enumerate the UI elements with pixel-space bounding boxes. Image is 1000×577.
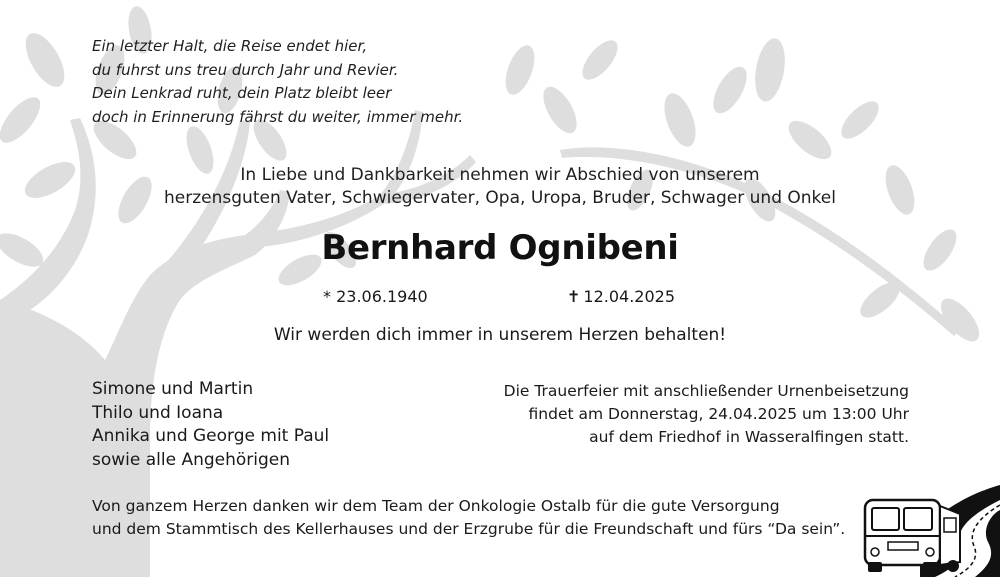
family-member: Annika und George mit Paul	[92, 426, 330, 446]
intro-line-1: In Liebe und Dankbarkeit nehmen wir Abschied von unserem	[240, 165, 760, 185]
poem-line: Dein Lenkrad ruht, dein Platz bleibt leer	[92, 84, 392, 102]
poem-line: doch in Erinnerung fährst du weiter, immer mehr.	[92, 107, 464, 126]
thanks-line: Von ganzem Herzen danken wir dem Team der Onkologie Ostalb für die gute Versorgung	[92, 497, 780, 515]
deceased-name: Bernhard Ognibeni	[321, 228, 679, 268]
service-line: auf dem Friedhof in Wasseralfingen statt.	[589, 428, 909, 446]
birth-date: * 23.06.1940	[323, 287, 428, 306]
family-list	[92, 378, 329, 472]
cross-icon: ✝	[567, 287, 581, 306]
service-line: Die Trauerfeier mit anschließender Urnenbeisetzung	[503, 382, 909, 400]
bus-on-road-icon	[850, 470, 1000, 577]
thanks-text	[92, 495, 847, 541]
death-date: 12.04.2025	[583, 287, 676, 306]
thanks-line: und dem Stammtisch des Kellerhauses und der Erzgrube für die Freundschaft und fürs “Da sein”.	[92, 520, 846, 538]
motto: Wir werden dich immer in unserem Herzen behalten!	[273, 325, 727, 345]
death-date-group	[567, 287, 675, 306]
poem	[92, 35, 463, 129]
family-member: Thilo und Ioana	[92, 402, 224, 423]
family-member: Simone und Martin	[92, 379, 254, 399]
service-line: findet am Donnerstag, 24.04.2025 um 13:00 Uhr	[528, 405, 909, 423]
intro-line-2: herzensguten Vater, Schwiegervater, Opa, Uropa, Bruder, Schwager und Onkel	[164, 188, 836, 208]
poem-line: du fuhrst uns treu durch Jahr und Revier.	[92, 60, 399, 79]
intro-text	[0, 164, 1000, 210]
funeral-service-info	[504, 380, 909, 449]
family-member: sowie alle Angehörigen	[92, 449, 291, 470]
poem-line: Ein letzter Halt, die Reise endet hier,	[92, 37, 368, 55]
